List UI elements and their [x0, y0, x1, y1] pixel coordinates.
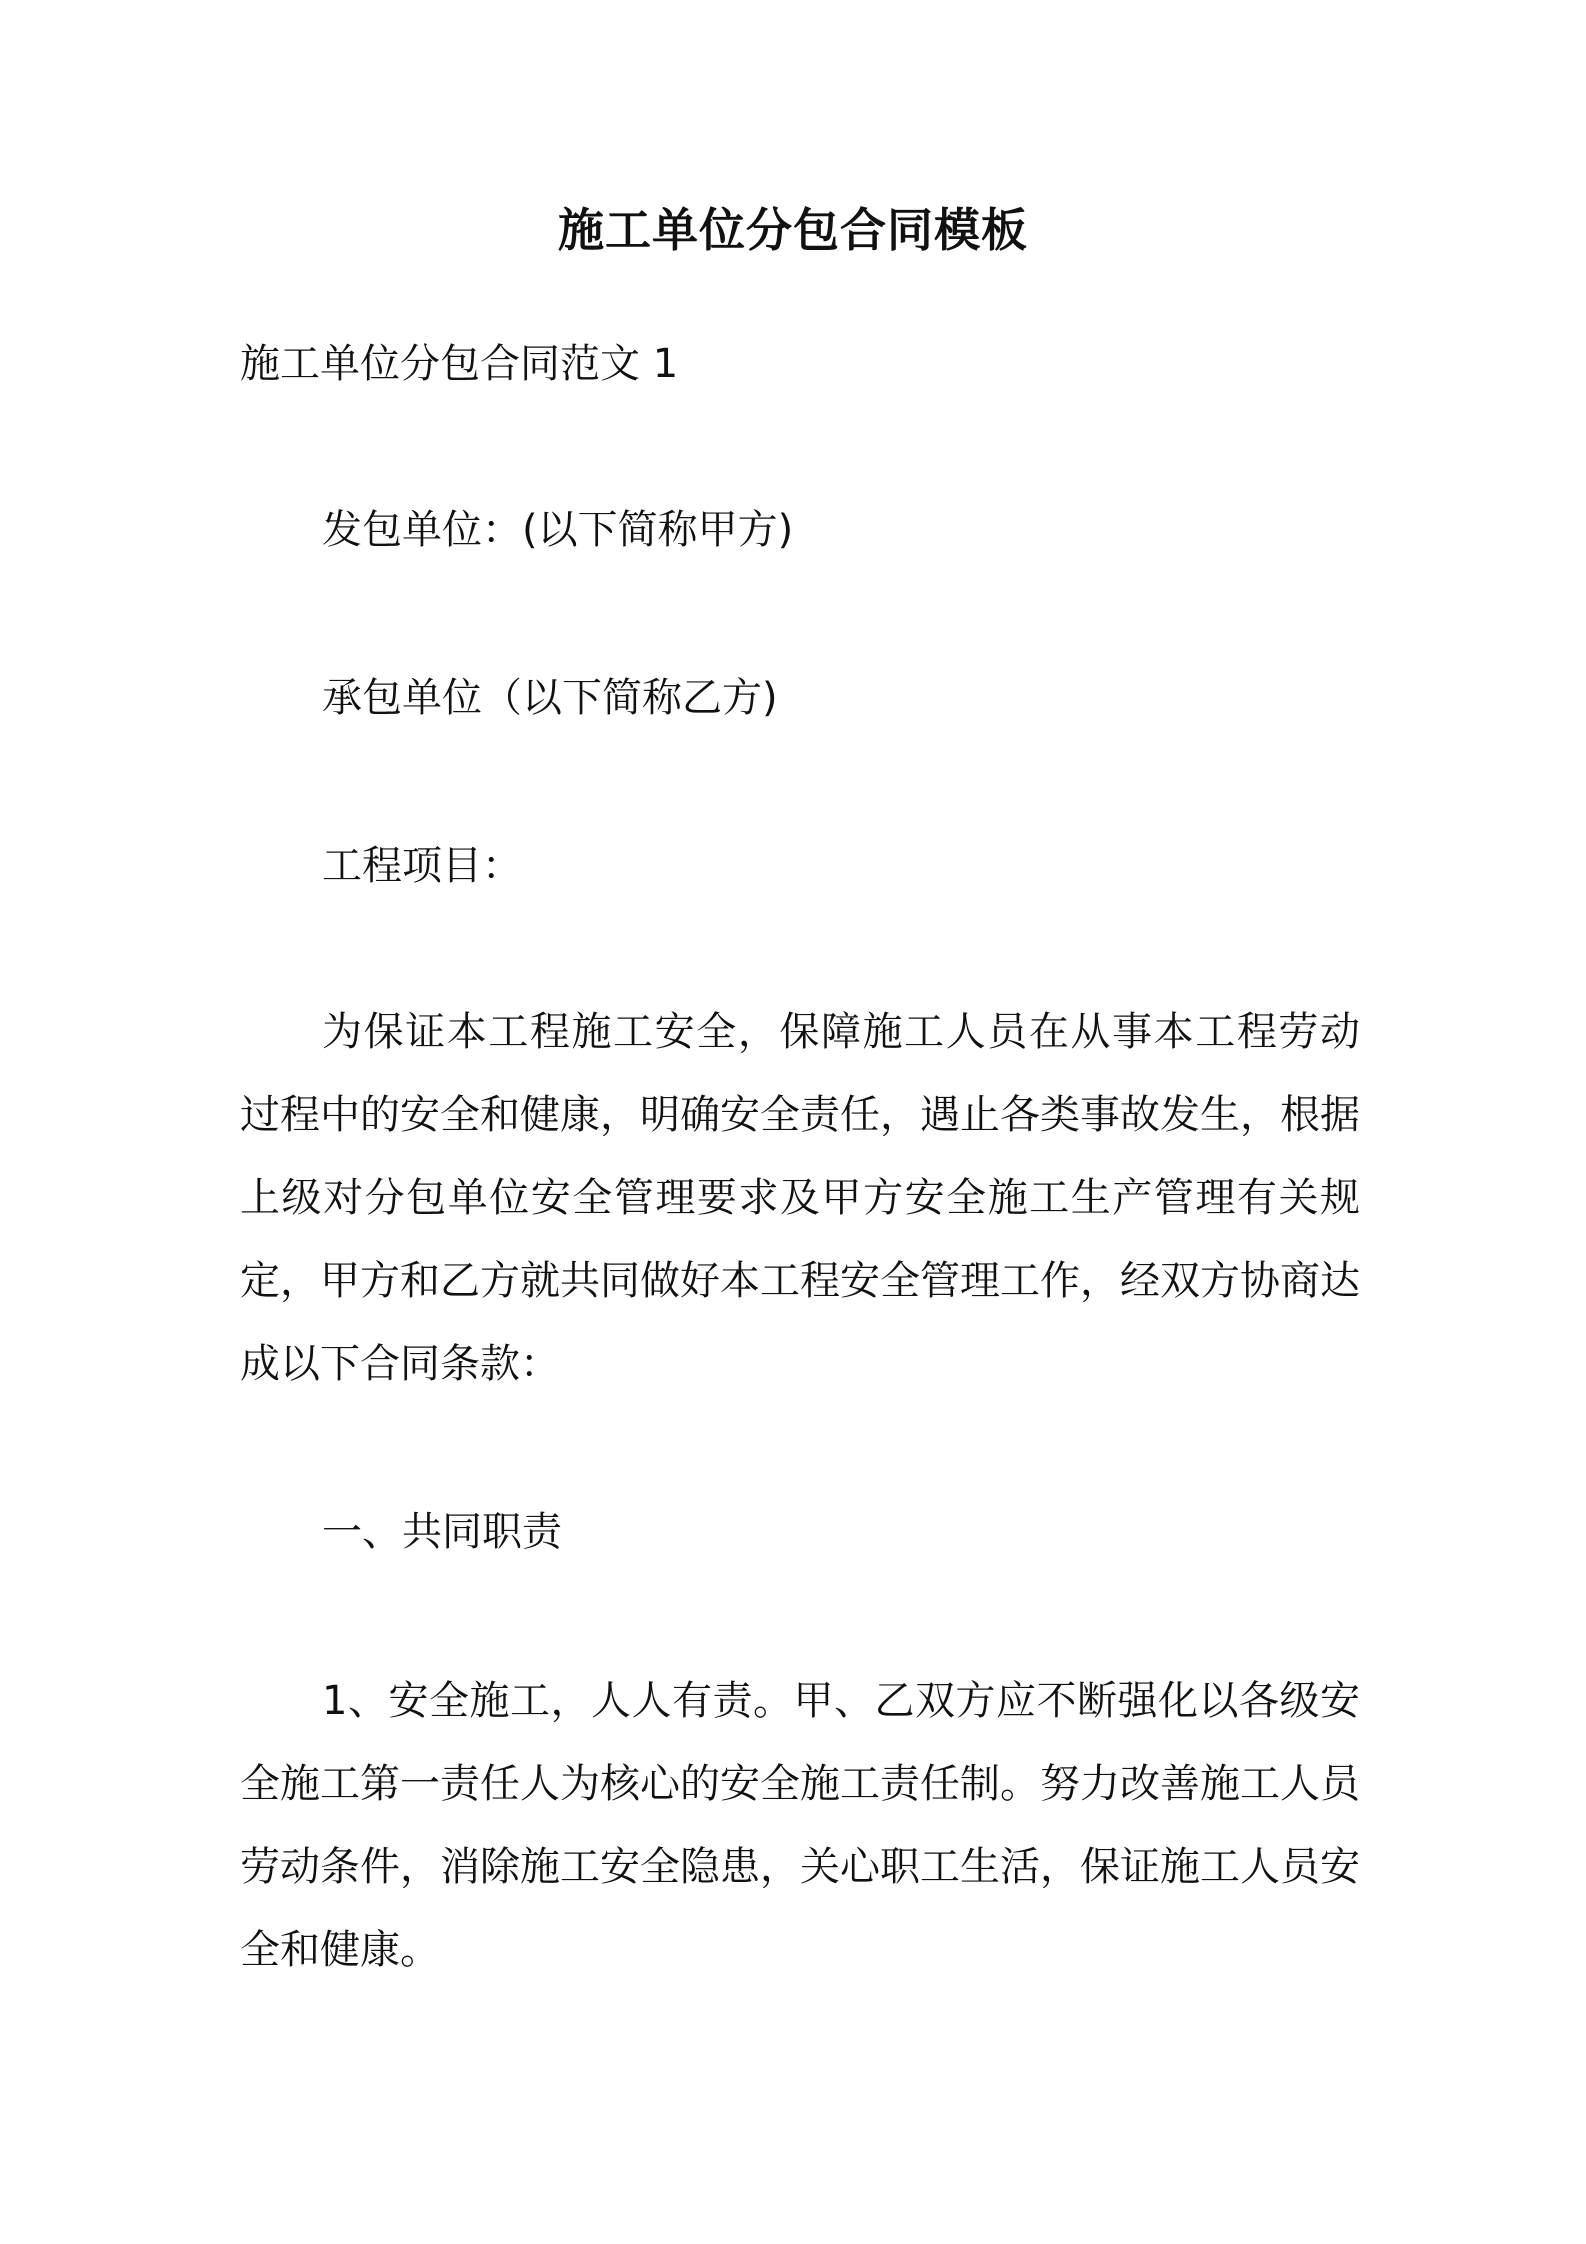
document-subtitle: 施工单位分包合同范文 1 [240, 341, 679, 387]
clause-1-paragraph: 1、安全施工，人人有责。甲、乙双方应不断强化以各级安全施工第一责任人为核心的安全施工责任制。努力改善施工人员劳动条件，消除施工安全隐患，关心职工生活，保证施工人员安全和健康。 [240, 1678, 1360, 1973]
contractor-line: 承包单位（以下简称乙方) [322, 675, 778, 721]
employer-line: 发包单位：(以下简称甲方) [322, 507, 794, 553]
document-title: 施工单位分包合同模板 [558, 203, 1028, 257]
intro-paragraph: 为保证本工程施工安全，保障施工人员在从事本工程劳动过程中的安全和健康，明确安全责任，遇止各类事故发生，根据上级对分包单位安全管理要求及甲方安全施工生产管理有关规定，甲方和乙方就共同做好本工程安全管理工作，经双方协商达成以下合同条款： [240, 1009, 1360, 1387]
project-line: 工程项目： [322, 843, 522, 889]
section-heading-shared-duties: 一、共同职责 [322, 1509, 562, 1555]
